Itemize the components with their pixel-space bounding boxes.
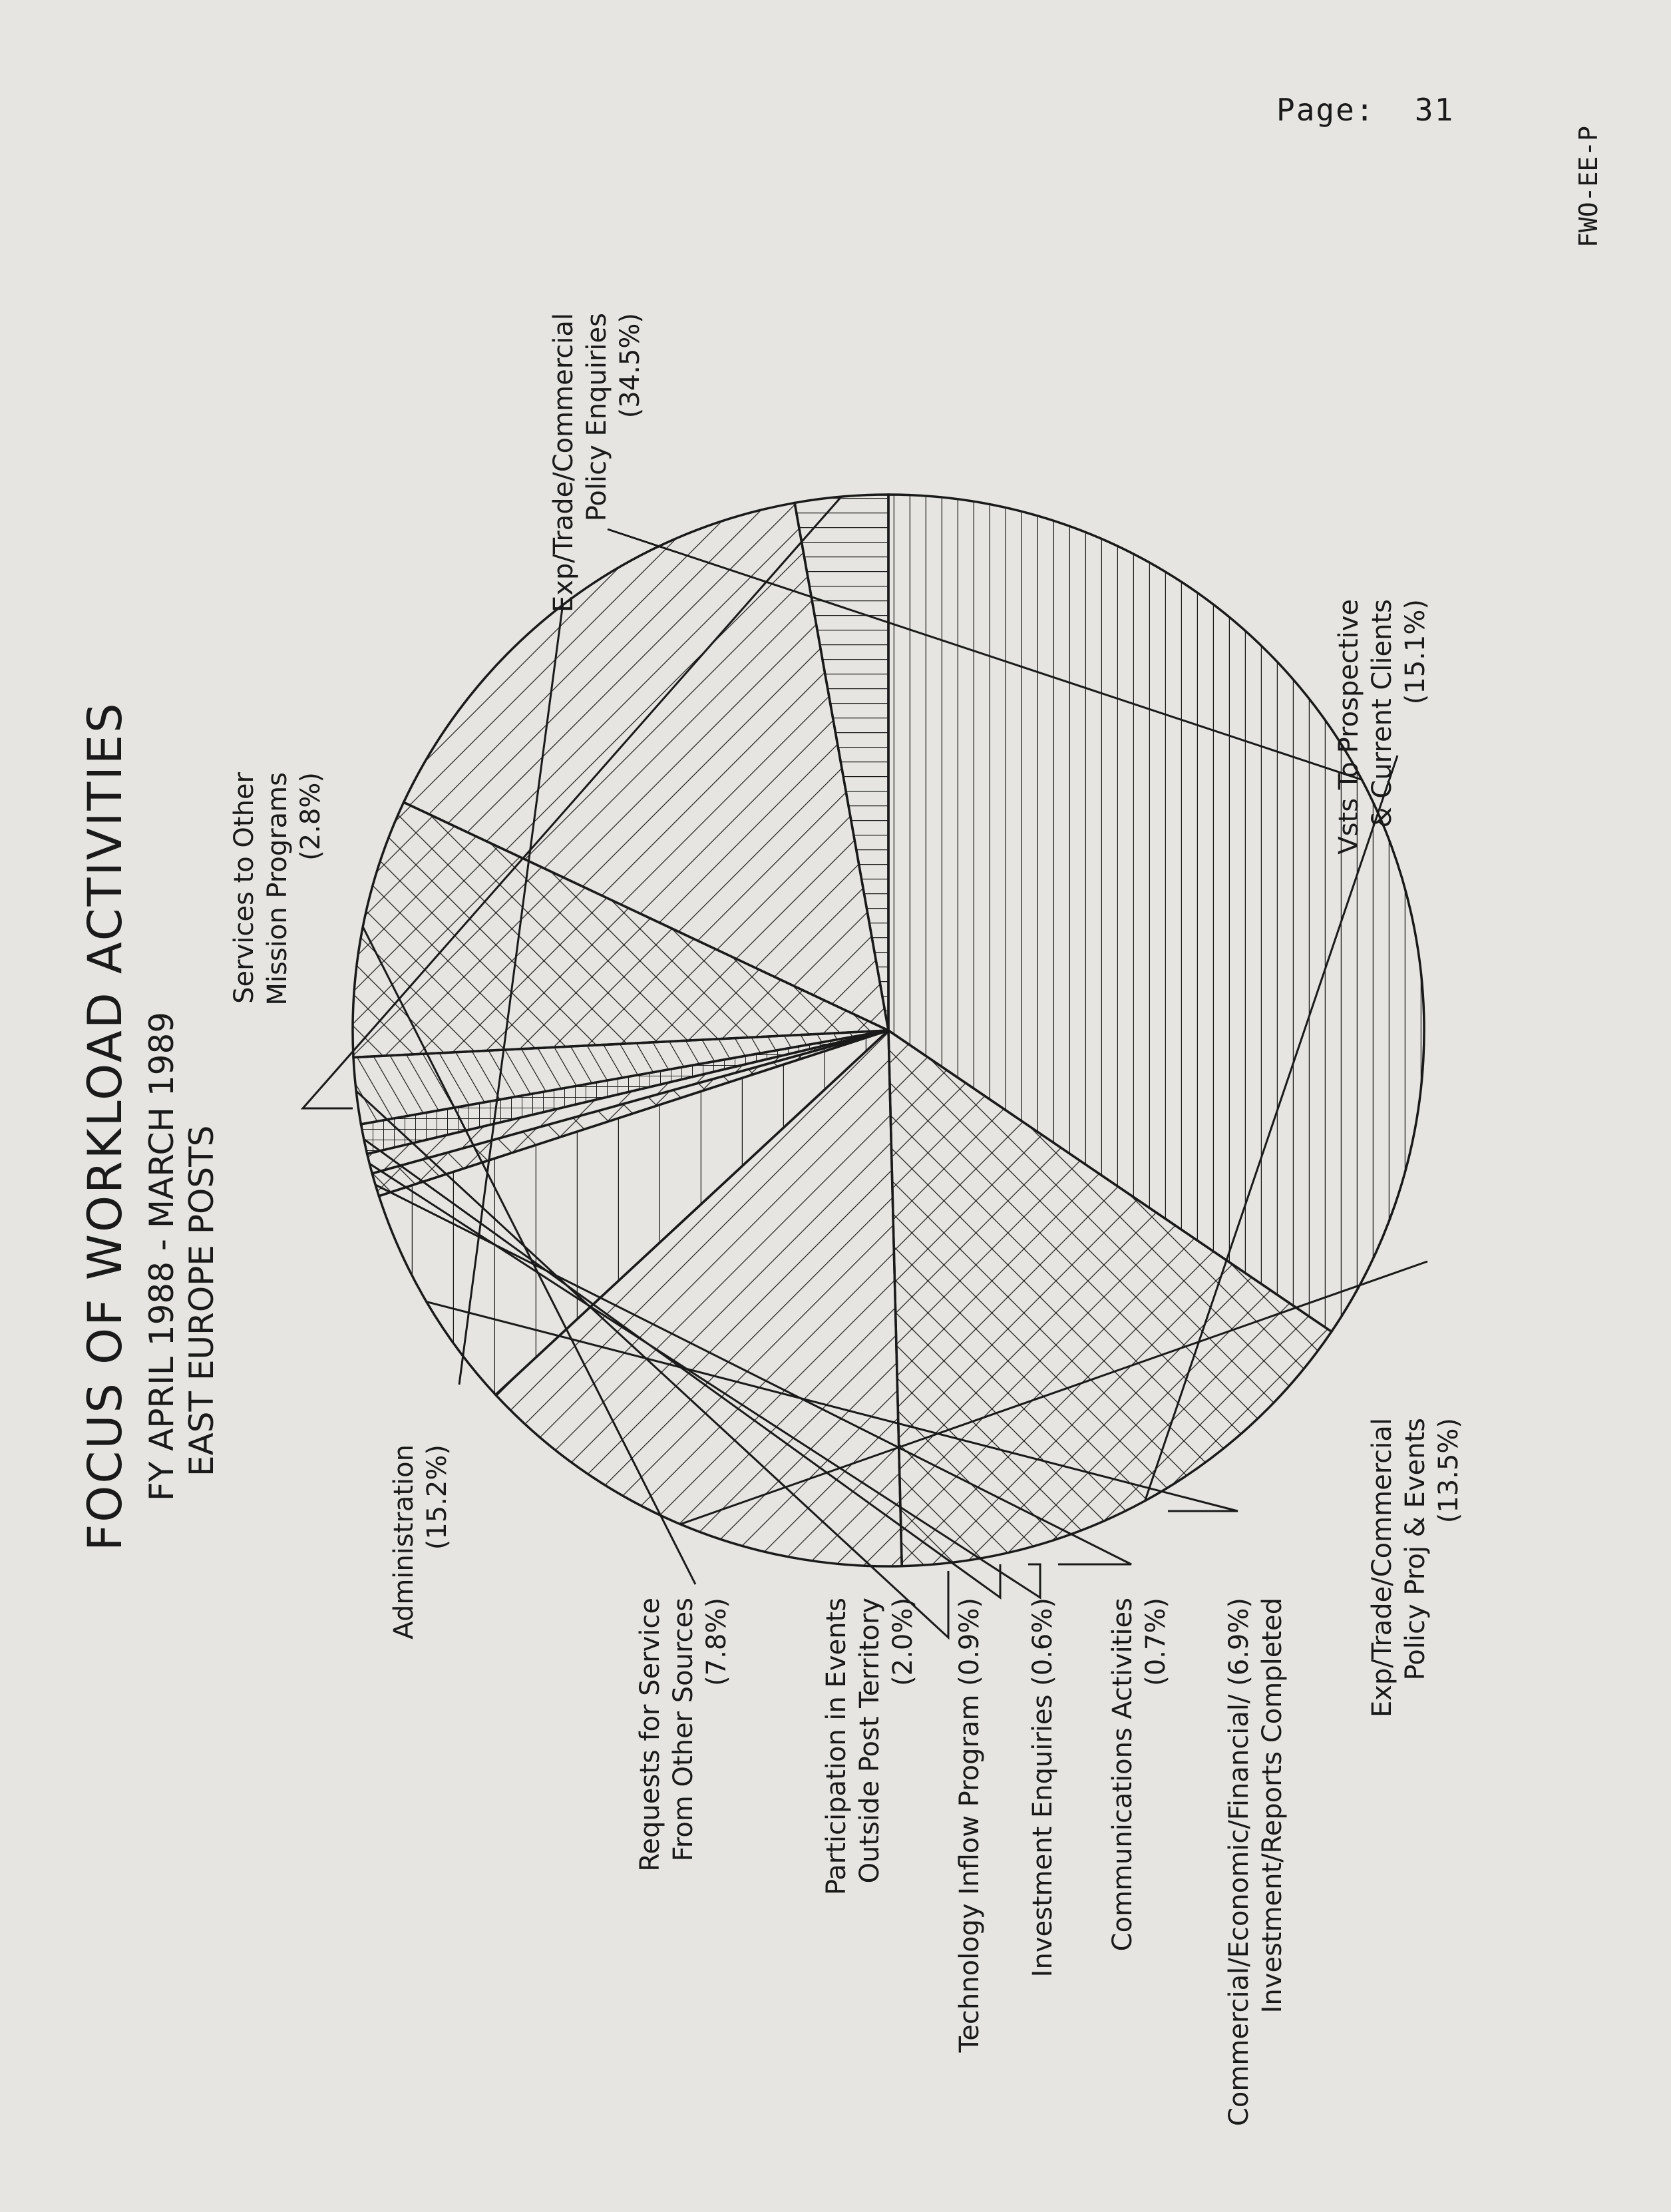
slice-label	[229, 772, 326, 1005]
slice-label-line: Outside Post Territory	[854, 1598, 885, 1884]
slice-label-line: (2.0%)	[888, 1598, 918, 1686]
slice-label	[1107, 1598, 1171, 1951]
slice-label-line: Commercial/Economic/Financial/ (6.9%)	[1224, 1598, 1254, 2127]
slice-label-line: Vsts To Prospective	[1334, 599, 1364, 855]
slice-label	[389, 1444, 453, 1640]
slice-label-line: Administration	[389, 1444, 419, 1640]
slice-label	[1334, 599, 1431, 855]
slice-label-line: From Other Sources	[668, 1598, 699, 1862]
page-number: Page: 31	[1276, 92, 1455, 128]
slice-label	[821, 1598, 918, 1895]
slice-label-line: Investment/Reports Completed	[1257, 1598, 1288, 2014]
slice-label-line: Mission Programs	[262, 772, 293, 1006]
slice-label-line: (7.8%)	[701, 1598, 732, 1686]
slice-label-line: & Current Clients	[1367, 599, 1397, 828]
document-code: FWO-EE-P	[1574, 125, 1603, 248]
slice-label-line: Policy Proj & Events	[1400, 1418, 1431, 1681]
slice-label	[635, 1598, 732, 1872]
slice-label-line: Exp/Trade/Commercial	[548, 313, 579, 613]
slice-label-line: Policy Enquiries	[582, 313, 612, 522]
slice-label	[954, 1598, 985, 2053]
slice-label-line: (0.7%)	[1141, 1598, 1171, 1686]
slice-label-line: Participation in Events	[821, 1598, 852, 1896]
slice-label	[1027, 1598, 1058, 1977]
slice-label-line: (34.5%)	[615, 313, 646, 419]
slice-label	[1224, 1598, 1288, 2126]
slice-label-line: Exp/Trade/Commercial	[1367, 1418, 1397, 1718]
slice-label-line: (13.5%)	[1433, 1418, 1464, 1524]
chart-subtitle-2: EAST EUROPE POSTS	[182, 1125, 221, 1476]
slice-label-line: (2.8%)	[295, 772, 326, 861]
slice-label-line: (15.1%)	[1400, 599, 1431, 705]
slice-label-line: Services to Other	[229, 772, 260, 1004]
chart-subtitle-1: FY APRIL 1988 - MARCH 1989	[142, 1011, 181, 1501]
pie-slices	[353, 495, 1424, 1566]
chart-title: FOCUS OF WORKLOAD ACTIVITIES	[78, 701, 132, 1551]
slice-label-line: Communications Activities	[1107, 1598, 1138, 1952]
slice-label-line: Requests for Service	[635, 1598, 665, 1872]
slice-label-line: (15.2%)	[422, 1444, 453, 1550]
slice-label	[1367, 1418, 1464, 1717]
slice-label-line: Investment Enquiries (0.6%)	[1027, 1598, 1058, 1978]
slice-label-line: Technology Inflow Program (0.9%)	[954, 1598, 985, 2053]
